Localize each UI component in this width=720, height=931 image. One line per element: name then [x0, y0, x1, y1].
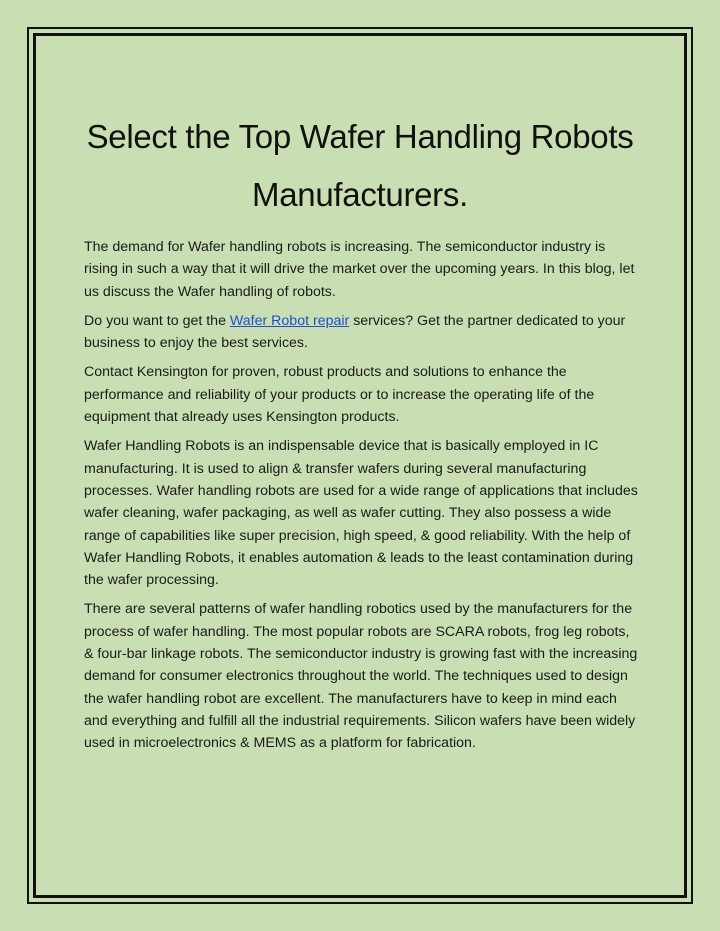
document-title: Select the Top Wafer Handling Robots Manufacturers.	[86, 118, 634, 213]
paragraph-repair	[84, 310, 640, 355]
wafer-robot-repair-link[interactable]: Wafer Robot repair	[229, 312, 350, 329]
paragraph-contact: Contact Kensington for proven, robust products and solutions to enhance the performance and reliability of your products or to increase the operating life of the equipment that already uses Kensington products.	[84, 364, 595, 426]
paragraph-robots-overview: Wafer Handling Robots is an indispensable device that is basically employed in IC manufacturing. It is used to align & transfer wafers during several manufacturing processes. Wafer handling robots are used for a wide range of applications that includes wafer cleaning, wafer packaging, as well as wafer cutting. They also possess a wide range of capabilities like super precision, high speed, & good reliability. With the help of Wafer Handling Robots, it enables automation & leads to the least contamination during the wafer processing.	[84, 438, 638, 589]
paragraph-robot-patterns: There are several patterns of wafer handling robotics used by the manufacturers for the process of wafer handling. The most popular robots are SCARA robots, frog leg robots, & four-bar linkage robots. The semiconductor industry is growing fast with the increasing demand for consumer electronics throughout the world. The techniques used to design the wafer handling robot are excellent. The manufacturers have to keep in mind each and everything and fulfill all the industrial requirements. Silicon wafers have been widely used in microelectronics & MEMS as a platform for fabrication.	[84, 601, 638, 752]
paragraph-demand: The demand for Wafer handling robots is increasing. The semiconductor industry is rising in such a way that it will drive the market over the upcoming years. In this blog, let us discuss the Wafer handling of robots.	[84, 239, 635, 300]
paragraph-repair-text-before: Do you want to get the	[84, 312, 230, 329]
paragraph-repair-text-after: services? Get the partner dedicated to your business to enjoy the best services.	[84, 312, 626, 352]
document-body	[84, 236, 640, 762]
